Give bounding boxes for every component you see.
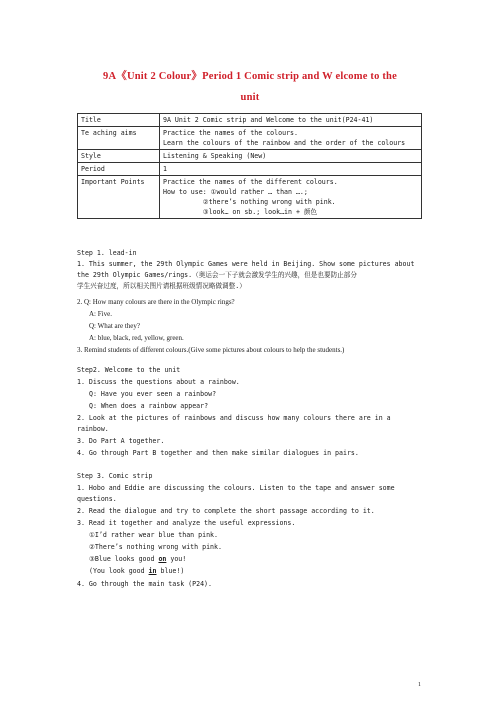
info-row bbox=[78, 176, 422, 219]
step3-item2: 2. Read the dialogue and try to complete the short passage according to it. bbox=[77, 507, 375, 515]
step2-item1: 1. Discuss the questions about a rainbow. bbox=[77, 378, 240, 386]
step2-item2-line2: rainbow. bbox=[77, 425, 109, 433]
step3-item1-line2: questions. bbox=[77, 495, 117, 503]
info-key: Te aching aims bbox=[78, 127, 160, 150]
step2-item1-q1: Q: Have you ever seen a rainbow? bbox=[89, 390, 217, 398]
step1-heading: Step 1. lead-in bbox=[77, 249, 137, 257]
step2-heading: Step2. Welcome to the unit bbox=[77, 366, 181, 374]
info-value-line: ③look… on sb.; look…in + 颜色 bbox=[163, 208, 318, 216]
step1-item3: 3. Remind students of different colours.(Give some pictures about colours to help the students.) bbox=[77, 346, 345, 354]
expr3alt-post: blue!) bbox=[156, 567, 185, 575]
step3-item1-line1: 1. Hobo and Eddie are discussing the colours. Listen to the tape and answer some bbox=[77, 484, 395, 492]
expr3alt-emphasis: in bbox=[148, 567, 157, 575]
info-value-line: ②there’s nothing wrong with pink. bbox=[163, 198, 336, 206]
info-value-line: 1 bbox=[163, 165, 167, 173]
step1-para-line1: 1. This summer, the 29th Olympic Games were held in Beijing. Show some pictures about bbox=[77, 260, 415, 268]
info-value bbox=[160, 127, 422, 150]
info-value-line: Learn the colours of the rainbow and the order of the colours bbox=[163, 139, 406, 147]
info-value-line: Practice the names of the different colours. bbox=[163, 178, 338, 186]
step1-para-line3: 学生兴奋过度，所以相关图片请根据班级情况略做调整.） bbox=[77, 282, 246, 290]
lesson-info-table bbox=[77, 113, 422, 219]
step3-item4: 4. Go through the main task (P24). bbox=[77, 580, 212, 588]
expr3-post: you! bbox=[166, 555, 187, 563]
info-row bbox=[78, 150, 422, 163]
step3-expression3-alt bbox=[89, 566, 184, 576]
doc-title-line2: unit bbox=[240, 92, 260, 103]
step3-expression2: ②There’s nothing wrong with pink. bbox=[89, 543, 222, 551]
info-key: Important Points bbox=[78, 176, 160, 219]
info-value-line: 9A Unit 2 Comic strip and Welcome to the unit(P24-41) bbox=[163, 116, 374, 124]
step2-item2-line1: 2. Look at the pictures of rainbows and discuss how many colours there are in a bbox=[77, 414, 391, 422]
step1-para-line2: the 29th Olympic Games/rings.（奥运会一下子就会激发学生的兴趣，但是也要防止部分 bbox=[77, 271, 357, 279]
info-value-line: How to use: ①would rather … than ….; bbox=[163, 188, 308, 196]
expr3alt-pre: (You look good bbox=[89, 567, 149, 575]
info-key: Period bbox=[78, 163, 160, 176]
page-number: 1 bbox=[418, 682, 421, 688]
info-value bbox=[160, 150, 422, 163]
step3-heading: Step 3. Comic strip bbox=[77, 472, 153, 480]
info-row bbox=[78, 163, 422, 176]
step2-item1-q2: Q: When does a rainbow appear? bbox=[89, 402, 209, 410]
info-value bbox=[160, 114, 422, 127]
step1-q2-answer: A: Five. bbox=[89, 310, 112, 318]
info-value-line: Listening & Speaking (New) bbox=[163, 152, 267, 160]
doc-title-line1: 9A《Unit 2 Colour》Period 1 Comic strip and W elcome to the bbox=[103, 71, 397, 82]
info-key: Title bbox=[78, 114, 160, 127]
expr3-pre: ③Blue looks good bbox=[89, 555, 159, 563]
step1-q2-followup: Q: What are they? bbox=[89, 322, 140, 330]
info-row bbox=[78, 114, 422, 127]
info-value bbox=[160, 163, 422, 176]
step3-expression1: ①I’d rather wear blue than pink. bbox=[89, 531, 218, 539]
step2-item3: 3. Do Part A together. bbox=[77, 437, 165, 445]
step3-item3: 3. Read it together and analyze the useful expressions. bbox=[77, 519, 296, 527]
info-value bbox=[160, 176, 422, 219]
step1-q2: 2. Q: How many colours are there in the Olympic rings? bbox=[77, 298, 235, 306]
info-key: Style bbox=[78, 150, 160, 163]
step2-item4: 4. Go through Part B together and then make similar dialogues in pairs. bbox=[77, 449, 359, 457]
info-row bbox=[78, 127, 422, 150]
step3-expression3 bbox=[89, 554, 186, 564]
info-value-line: Practice the names of the colours. bbox=[163, 129, 298, 137]
step1-q2-followup-answer: A: blue, black, red, yellow, green. bbox=[89, 334, 184, 342]
expr3-emphasis: on bbox=[158, 555, 167, 563]
